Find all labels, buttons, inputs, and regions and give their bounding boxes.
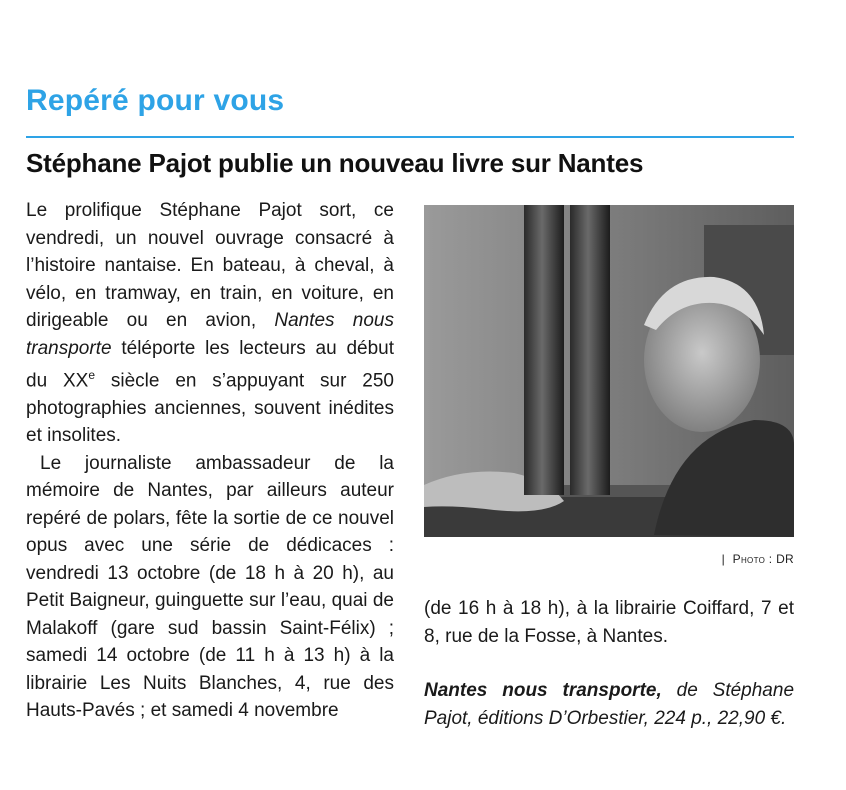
article-paragraph-2: Le journaliste ambassadeur de la mémoire de Nantes, par ailleurs auteur repéré de polars, fête la sortie de ce nouvel opus avec une série de dédicaces : vendredi 13 octobre (de 18 h à 20 h), au Petit Baigneur, guinguette sur l’eau, quai de Malakoff (gare sud bassin Saint-Félix) ; samedi 14 octobre (de 11 h à 13 h) à la librairie Les Nuits Blanches, 4, rue des Hauts-Pavés ; et samedi 4 novembre (26, 452, 394, 722)
paragraph-1-text-c: siècle en s’appuyant sur 250 photographies anciennes, souvent inédites et insolites. (26, 370, 395, 447)
paragraph-1-text-b: téléporte les lecteurs au début du XX (26, 337, 394, 392)
paragraph-1-text-a: Le prolifique Stéphane Pajot sort, ce vendredi, un nouvel ouvrage consacré à l’histoire nantaise. En bateau, à cheval, à vélo, en tramway, en train, en voiture, en dirigeable ou en avion, (26, 200, 394, 331)
article-paragraph-1 (26, 197, 394, 450)
century-superscript: e (88, 368, 96, 382)
book-title-inline: Nantes nous transporte (26, 310, 394, 359)
credit-label: Photo : (732, 552, 773, 566)
section-rubric: Repéré pour vous (26, 84, 285, 117)
author-photo (424, 205, 794, 537)
article-body-right-column (424, 595, 794, 732)
article-body-left-column (26, 197, 394, 725)
book-reference-title: Nantes nous transporte, (424, 680, 662, 701)
rubric-divider (26, 136, 794, 138)
credit-separator: | (721, 552, 726, 566)
article-paragraph-2-continued: (de 16 h à 18 h), à la librairie Coiffard, 7 et 8, rue de la Fosse, à Nantes. (424, 598, 794, 647)
article-headline: Stéphane Pajot publie un nouveau livre sur Nantes (26, 148, 644, 178)
photo-credit (722, 552, 794, 566)
book-reference (424, 677, 794, 732)
book-reference-details: de Stéphane Pajot, éditions D’Orbestier, 224 p., 22,90 €. (424, 680, 795, 729)
credit-value: DR (776, 552, 794, 566)
